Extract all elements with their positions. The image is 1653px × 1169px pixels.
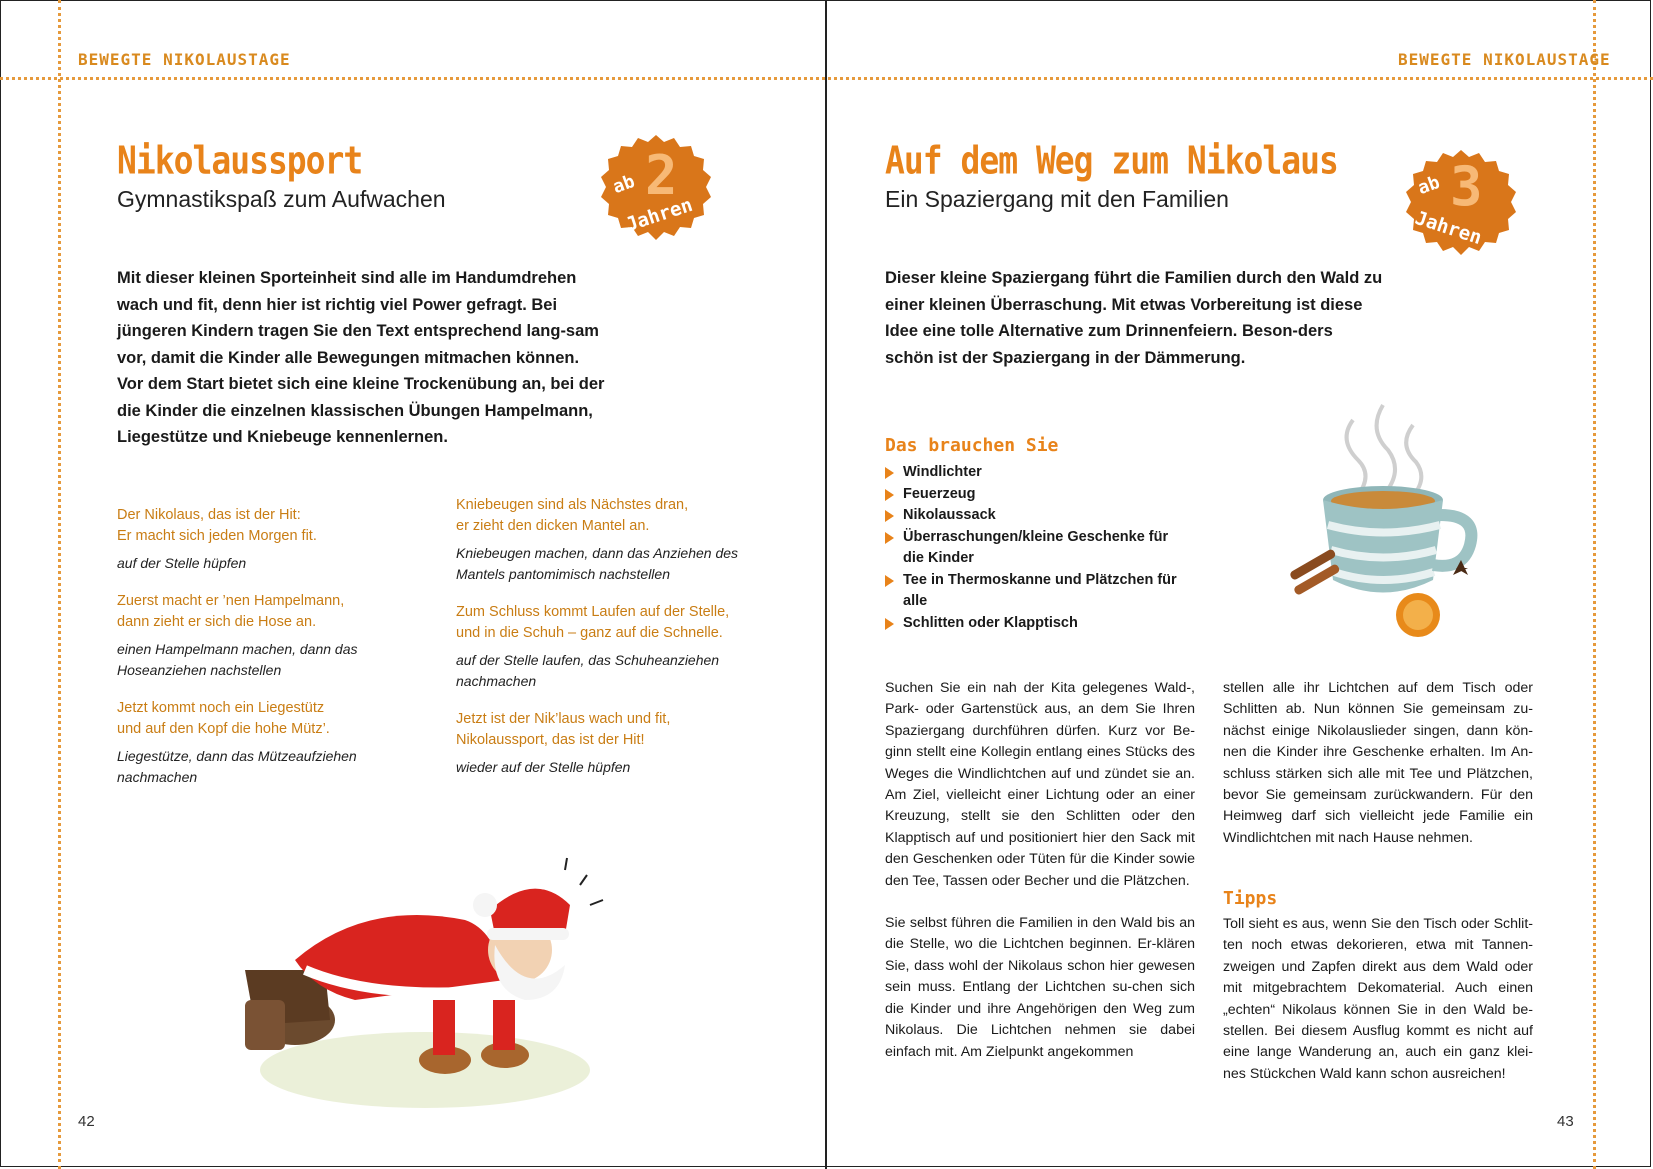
tea-cup-illustration (1278, 400, 1478, 640)
needs-item-text: Nikolaussack (903, 507, 996, 523)
body-paragraph: Sie selbst führen die Familien in den Wald bis an die Stelle, wo die Lichtchen beginnen. Er-klären Sie, dass wohl der Nikolaus schon hier gewesen sein muss. Entlang der Lichtchen su-chen sich die Kinder und ihre Angehörigen den Weg zum Nikolaus. Die Lichtchen nehmen sie dabei einfach mit. Am Zielpunkt angekommen (885, 915, 1195, 1060)
movement-instruction: Liegestütze, dann das Mützeaufziehen nachmachen (117, 748, 357, 785)
badge-age-left: 2 (645, 144, 678, 207)
rhyme-stanza (456, 602, 786, 692)
bullet-arrow-icon (885, 467, 894, 479)
running-header-right: BEWEGTE NIKOLAUSTAGE (1398, 50, 1611, 69)
page-subtitle-right: Ein Spaziergang mit den Familien (885, 186, 1229, 212)
tips-heading: Tipps (1223, 888, 1278, 909)
rhyme-verse: Kniebeugen sind als Nächstes dran, er zieht den dicken Mantel an. (456, 497, 689, 534)
needs-list-item (885, 613, 1185, 635)
page-title-left: Nikolaussport (117, 138, 363, 183)
needs-list-item (885, 570, 1185, 613)
badge-prefix-left: ab (610, 170, 638, 199)
needs-item-text: Feuerzeug (903, 485, 976, 502)
book-spine (825, 0, 827, 1169)
age-badge-right (1402, 147, 1520, 265)
rhyme-verse: Jetzt kommt noch ein Liegestütz und auf den Kopf die hohe Mütz’. (117, 700, 330, 737)
movement-instruction: einen Hampelmann machen, dann das Hoseanziehen nachstellen (117, 641, 358, 678)
running-header-left: BEWEGTE NIKOLAUSTAGE (78, 50, 291, 69)
bullet-arrow-icon (885, 618, 894, 630)
tips-text (1223, 914, 1533, 1106)
rhyme-column-2 (456, 495, 786, 795)
needs-list (885, 462, 1185, 634)
rhyme-verse: Zum Schluss kommt Laufen auf der Stelle, und in die Schuh – ganz auf die Schnelle. (456, 604, 730, 641)
needs-list-item (885, 484, 1185, 506)
movement-instruction: wieder auf der Stelle hüpfen (456, 759, 631, 775)
badge-prefix-right: ab (1415, 171, 1443, 200)
needs-list-item (885, 505, 1185, 527)
rhyme-stanza (456, 495, 786, 585)
movement-instruction: auf der Stelle laufen, das Schuheanziehen nachmachen (456, 652, 720, 689)
badge-age-right: 3 (1450, 155, 1483, 218)
body-paragraph: stellen alle ihr Lichtchen auf dem Tisch oder Schlitten ab. Nun können Sie gemeinsam zu-nächst einige Nikolauslieder singen, dann kön-nen die Kinder ihre Geschenke erhalten. Im An-schluss stärken sich alle mit Tee und Plätzchen, bevor Sie gemeinsam zurückwandern. Für den Heimweg darf sich vielleicht jede Familie ein Windlichtchen mit nach Hause nehmen. (1223, 680, 1533, 846)
bullet-arrow-icon (885, 575, 894, 587)
santa-pushup-illustration (235, 850, 615, 1120)
age-badge-left (597, 132, 715, 250)
right-dotted-margin (1593, 0, 1596, 1169)
rhyme-verse: Zuerst macht er ’nen Hampelmann, dann zieht er sich die Hose an. (117, 593, 345, 630)
needs-list-item (885, 462, 1185, 484)
needs-item-text: Überraschungen/kleine Geschenke für die Kinder (903, 528, 1169, 566)
page-title-right: Auf dem Weg zum Nikolaus (885, 138, 1338, 183)
page-subtitle-left: Gymnastikspaß zum Aufwachen (117, 186, 446, 212)
movement-instruction: auf der Stelle hüpfen (117, 555, 247, 571)
bullet-arrow-icon (885, 510, 894, 522)
lead-paragraph-left: Mit dieser kleinen Sporteinheit sind alle im Handumdrehen wach und fit, denn hier ist richtig viel Power gefragt. Bei jüngeren Kindern tragen Sie den Text entsprechend lang-sam vor, damit die Kinder alle Bewegungen mitmachen können. Vor dem Start bietet sich eine kleine Trockenübung an, bei der die Kinder die einzelnen klassischen Übungen Hampelmann, Liegestütze und Kniebeuge kennenlernen. (117, 269, 605, 446)
needs-item-text: Schlitten oder Klapptisch (903, 614, 1078, 631)
rhyme-verse: Der Nikolaus, das ist der Hit: Er macht sich jeden Morgen fit. (117, 507, 317, 544)
badge-unit-right: Jahren (1412, 206, 1485, 250)
left-dotted-margin (58, 0, 61, 1169)
needs-heading: Das brauchen Sie (885, 435, 1059, 456)
bullet-arrow-icon (885, 489, 894, 501)
needs-list-item (885, 527, 1185, 570)
bullet-arrow-icon (885, 532, 894, 544)
rhyme-stanza (117, 591, 437, 681)
movement-instruction: Kniebeugen machen, dann das Anziehen des Mantels pantomimisch nachstellen (456, 545, 739, 582)
body-text-column-2 (1223, 678, 1533, 870)
rhyme-stanza (117, 698, 437, 788)
rhyme-stanza (456, 709, 786, 778)
lead-paragraph-right: Dieser kleine Spaziergang führt die Familien durch den Wald zu einer kleinen Überraschung. Mit etwas Vorbereitung ist diese Idee eine tolle Alternative zum Drinnenfeiern. Beson-ders schön ist der Spaziergang in der Dämmerung. (885, 269, 1383, 367)
needs-item-text: Windlichter (903, 464, 982, 480)
body-text-column-1 (885, 678, 1195, 1084)
page-number-left: 42 (78, 1113, 95, 1130)
rhyme-stanza (117, 505, 437, 574)
rhyme-column-1 (117, 505, 437, 805)
body-paragraph: Suchen Sie ein nah der Kita gelegenes Wald-, Park- oder Gartenstück aus, an dem Sie Ihren Spaziergang durchführen dürfen. Kurz vor Be-ginn stellt eine Kollegin entlang eines Stücks des Weges die Windlichtchen auf und zündet sie an. Am Ziel, vielleicht einer Lichtung oder an einer Kreuzung, stellt sie den Schlitten oder den Klapptisch auf und positioniert hier den Sack mit den Geschenken oder Tüten für die Kinder sowie den Tee, Tassen oder Becher und die Plätzchen. (885, 680, 1195, 889)
header-dotted-rule (0, 77, 1653, 80)
badge-unit-left: Jahren (623, 193, 696, 237)
tips-paragraph: Toll sieht es aus, wenn Sie den Tisch oder Schlit-ten noch etwas dekorieren, etwa mit Tannen-zweigen und Zapfen direkt aus dem Wald oder mit mitgebrachtem Dekomaterial. Auch einen „echten“ Nikolaus können Sie in den Wald be-stellen. Bei diesem Ausflug kommt es nicht auf eine lange Wanderung an, auch ein ganz klei-nes Stückchen Wald kann schon ausreichen! (1223, 916, 1533, 1082)
needs-item-text: Tee in Thermoskanne und Plätzchen für alle (903, 571, 1177, 609)
page-number-right: 43 (1557, 1113, 1574, 1130)
rhyme-verse: Jetzt ist der Nik’laus wach und fit, Nikolaussport, das ist der Hit! (456, 711, 671, 748)
